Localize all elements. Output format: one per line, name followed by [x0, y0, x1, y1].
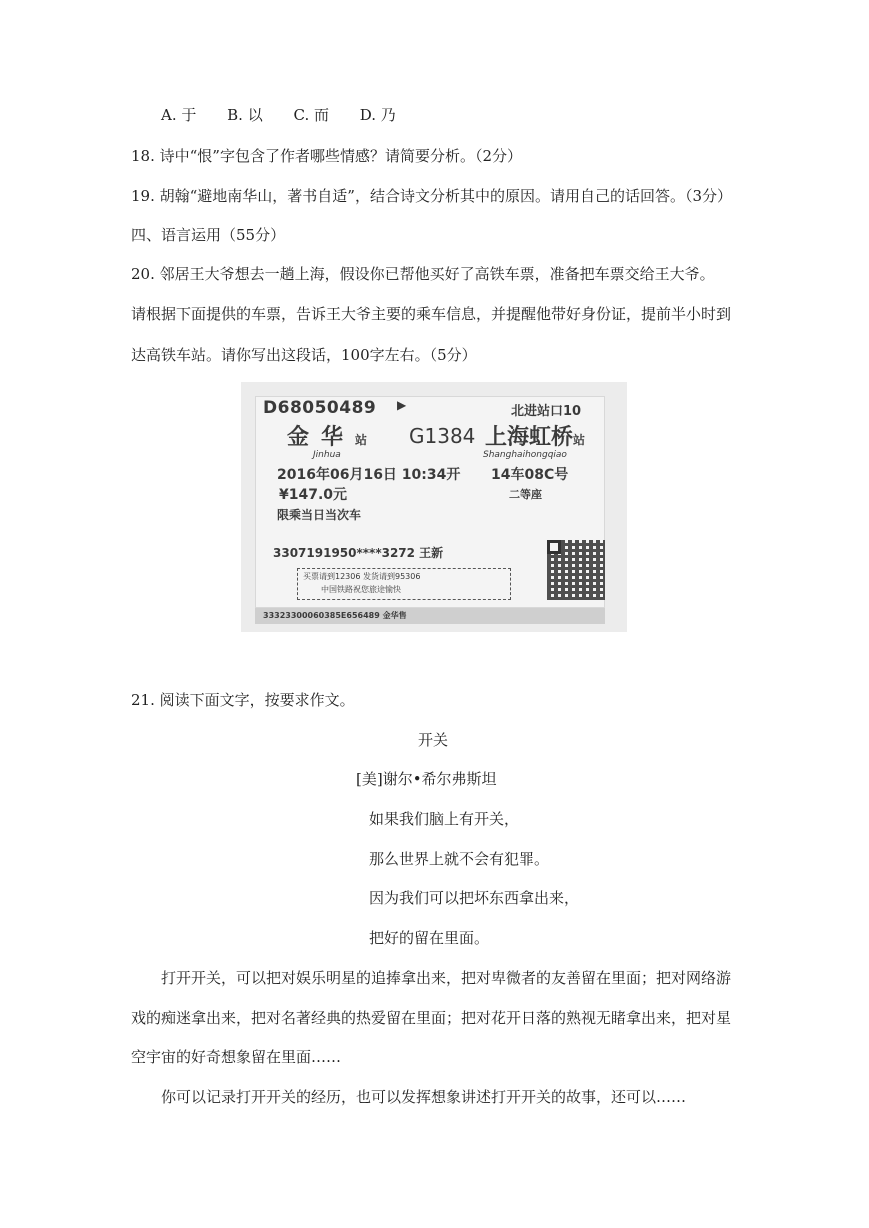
ticket-to-station: 上海虹桥站: [485, 424, 586, 450]
ticket-from-station: 金华站: [287, 424, 368, 450]
ticket-code: D68050489: [263, 398, 377, 418]
ticket-seat: 14车08C号: [491, 467, 569, 483]
answer-choices: [161, 105, 422, 125]
choice-c: C. 而: [293, 106, 329, 124]
ticket-gate: 北进站口10: [511, 404, 582, 419]
ticket-passenger: 3307191950****3272 王新: [273, 546, 444, 560]
paragraph-1-line-1: 打开开关，可以把对娱乐明星的追捧拿出来，把对卑微者的友善留在里面；把对网络游: [161, 969, 732, 987]
choice-b: B. 以: [227, 106, 263, 124]
question-18: 18. 诗中“恨”字包含了作者哪些情感？请简要分析。（2分）: [131, 147, 523, 165]
ticket-to-pinyin: Shanghaihongqiao: [483, 450, 567, 460]
ticket-notice-1: 买票请到12306 发货请到95306: [303, 572, 421, 581]
qr-code-icon: [547, 540, 605, 600]
poem-line: 把好的留在里面。: [369, 929, 490, 947]
ticket-serial: 33323300060385E656489 金华售: [263, 611, 407, 620]
choice-d: D. 乃: [359, 106, 396, 124]
poem-line: 因为我们可以把坏东西拿出来，: [369, 889, 580, 907]
ticket-seat-class: 二等座: [509, 488, 542, 501]
ticket-date-time: 2016年06月16日 10:34开: [277, 467, 461, 483]
ticket-validity: 限乘当日当次车: [277, 508, 362, 522]
ticket-price: ¥147.0元: [279, 487, 348, 503]
poem-line: 那么世界上就不会有犯罪。: [369, 850, 550, 868]
paragraph-1-line-2: 戏的痴迷拿出来，把对名著经典的热爱留在里面；把对花开日落的熟视无睹拿出来，把对星: [131, 1009, 732, 1027]
ticket-from-pinyin: Jinhua: [313, 450, 341, 460]
question-20-line-2: 请根据下面提供的车票，告诉王大爷主要的乘车信息，并提醒他带好身份证，提前半小时到: [131, 305, 732, 323]
train-ticket-image: [241, 382, 627, 632]
poem-author: [美]谢尔•希尔弗斯坦: [356, 770, 497, 788]
question-19: 19. 胡翰“避地南华山，著书自适”，结合诗文分析其中的原因。请用自己的话回答。（3分）: [131, 187, 733, 205]
poem-line: 如果我们脑上有开关，: [369, 810, 520, 828]
arrow-icon: ▶: [397, 398, 407, 412]
poem-title: 开关: [418, 731, 449, 749]
question-20-line-3: 达高铁车站。请你写出这段话，100字左右。（5分）: [131, 346, 477, 364]
choice-a: A. 于: [161, 106, 197, 124]
question-21: 21. 阅读下面文字，按要求作文。: [131, 691, 355, 709]
ticket-notice-2: 中国铁路祝您旅途愉快: [321, 585, 401, 594]
paragraph-2: 你可以记录打开开关的经历，也可以发挥想象讲述打开开关的故事，还可以……: [161, 1088, 687, 1106]
paragraph-1-line-3: 空宇宙的好奇想象留在里面……: [131, 1048, 342, 1066]
section-heading: 四、语言运用（55分）: [131, 226, 286, 244]
question-20-line-1: 20. 邻居王大爷想去一趟上海，假设你已帮他买好了高铁车票，准备把车票交给王大爷。: [131, 265, 715, 283]
ticket-train-number: G1384: [409, 424, 476, 448]
